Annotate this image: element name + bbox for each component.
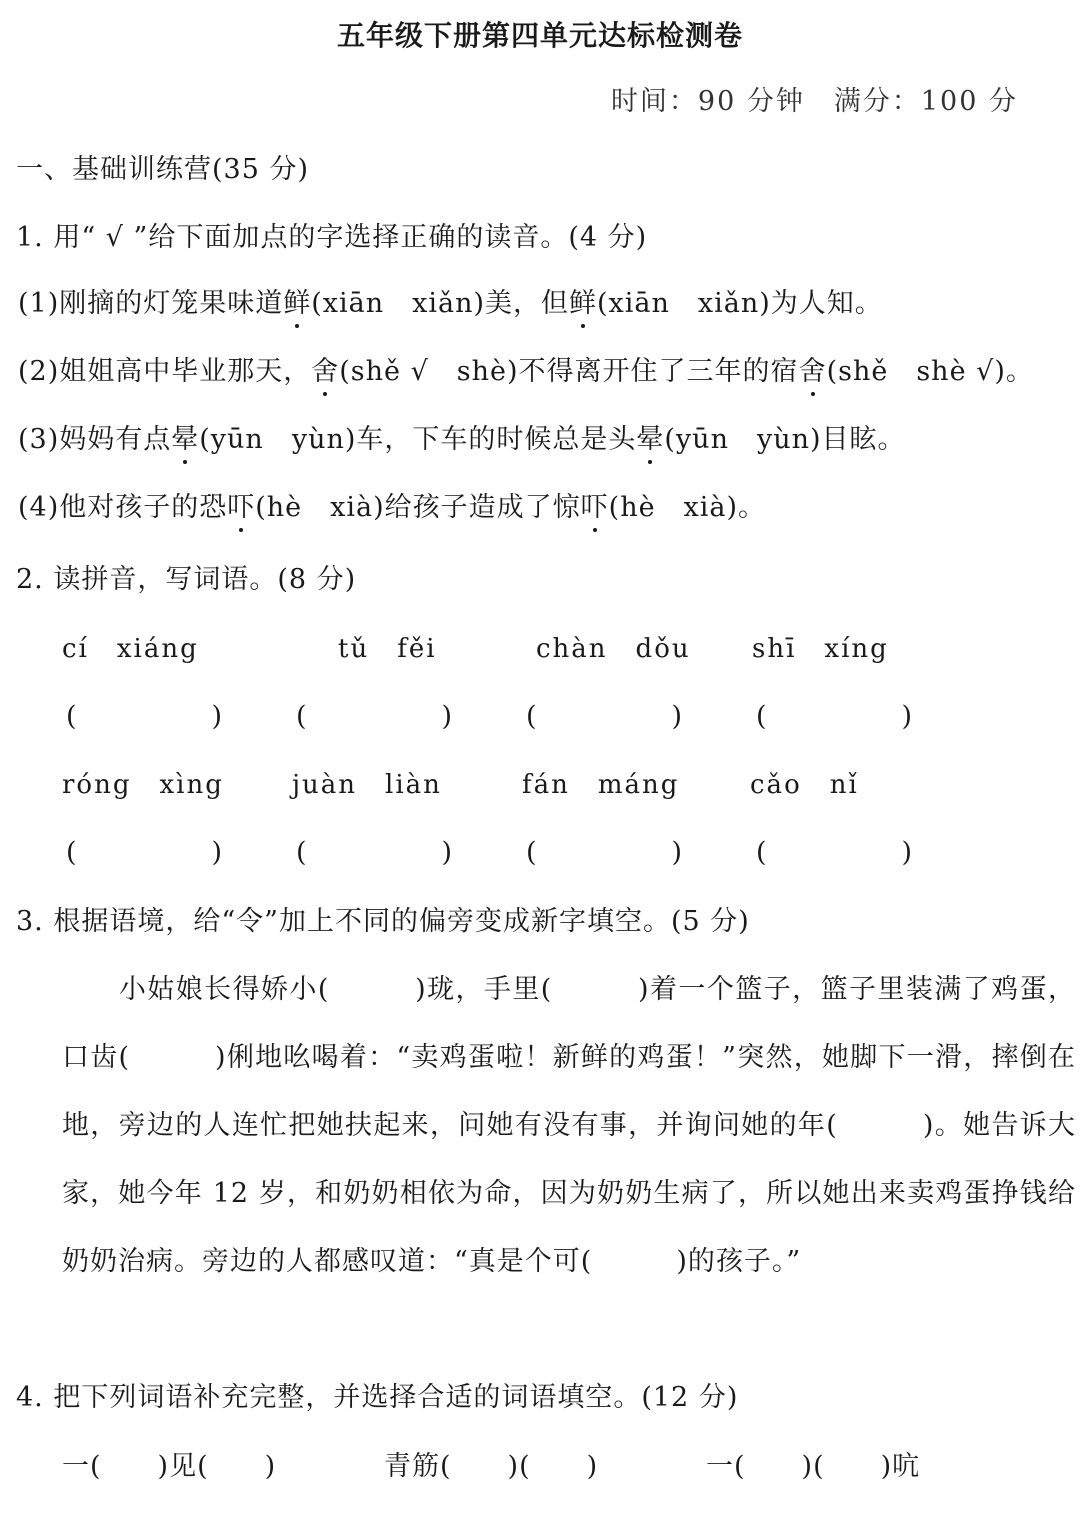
q1-item-1-text: (xiān xiǎn)美，但 — [311, 288, 570, 319]
q1-item-4-text: (4)他对孩子的恐 — [18, 492, 228, 523]
pinyin-item: tǔ fěi — [338, 634, 437, 664]
pinyin-item: juàn liàn — [292, 770, 442, 800]
exam-meta: 时间：90 分钟 满分：100 分 — [610, 86, 1018, 117]
dotted-char: 晕 — [636, 424, 665, 455]
q1-item-2-text: (shě √ shè)不得离开住了三年的宿 — [339, 356, 799, 387]
page-title: 五年级下册第四单元达标检测卷 — [336, 19, 743, 52]
answer-blank[interactable]: ( ) — [756, 837, 913, 868]
q1-item-2 — [18, 355, 1034, 389]
question-3-passage: 小姑娘长得娇小( )珑，手里( )着一个篮子，篮子里装满了鸡蛋，口齿( )俐地吆喝着：“卖鸡蛋啦！新鲜的鸡蛋！”突然，她脚下一滑，摔倒在地，旁边的人连忙把她扶起来，问她有没有事，并询问她的年( )。她告诉大家，她今年 12 岁，和奶奶相依为命，因为奶奶生病了，所以她出来卖鸡蛋挣钱给奶奶治病。旁边的人都感叹道：“真是个可( )的孩子。” — [62, 974, 1076, 1277]
answer-blank[interactable]: ( ) — [756, 701, 913, 732]
pinyin-item: cí xiáng — [62, 634, 199, 664]
idiom-blank-item[interactable]: 一( )见( ) — [62, 1451, 277, 1482]
dotted-char: 舍 — [798, 356, 827, 387]
q1-item-1 — [18, 287, 883, 321]
dotted-char: 鲜 — [569, 288, 598, 319]
answer-blank[interactable]: ( ) — [66, 701, 223, 732]
idiom-blank-item[interactable]: 一( )( )吭 — [706, 1451, 921, 1482]
q1-item-3-text: (3)妈妈有点 — [18, 424, 172, 455]
dotted-char: 鲜 — [283, 288, 312, 319]
q1-item-4-text: (hè xià)。 — [608, 492, 767, 523]
section-title: 一、基础训练营(35 分) — [16, 154, 310, 185]
pinyin-item: shī xíng — [752, 634, 889, 664]
q1-item-2-text: (2)姐姐高中毕业那天， — [18, 356, 312, 387]
question-3-title: 3. 根据语境，给“令”加上不同的偏旁变成新字填空。(5 分) — [16, 906, 750, 937]
dotted-char: 吓 — [227, 492, 256, 523]
dotted-char: 舍 — [311, 356, 340, 387]
question-1-title: 1. 用“ √ ”给下面加点的字选择正确的读音。(4 分) — [16, 222, 648, 253]
dotted-char: 晕 — [171, 424, 200, 455]
pinyin-item: fán máng — [522, 770, 680, 800]
answer-blank[interactable]: ( ) — [526, 837, 683, 868]
answer-blank[interactable]: ( ) — [296, 701, 453, 732]
answer-blank[interactable]: ( ) — [66, 837, 223, 868]
q1-item-3-text: (yūn yùn)目眩。 — [664, 424, 906, 455]
answer-blank[interactable]: ( ) — [296, 837, 453, 868]
dotted-char: 吓 — [580, 492, 609, 523]
answer-blank[interactable]: ( ) — [526, 701, 683, 732]
pinyin-item: cǎo nǐ — [750, 770, 859, 800]
q1-item-3 — [18, 423, 906, 457]
pinyin-item: chàn dǒu — [536, 634, 691, 664]
q1-item-1-text: (xiān xiǎn)为人知。 — [597, 288, 883, 319]
pinyin-item: róng xìng — [62, 770, 224, 800]
q1-item-3-text: (yūn yùn)车，下车的时候总是头 — [199, 424, 637, 455]
question-4-title: 4. 把下列词语补充完整，并选择合适的词语填空。(12 分) — [16, 1382, 739, 1413]
q1-item-4 — [18, 491, 766, 525]
q1-item-4-text: (hè xià)给孩子造成了惊 — [255, 492, 581, 523]
idiom-blank-item[interactable]: 青筋( )( ) — [384, 1451, 599, 1482]
q1-item-1-text: (1)刚摘的灯笼果味道 — [18, 288, 284, 319]
question-2-title: 2. 读拼音，写词语。(8 分) — [16, 564, 357, 595]
q1-item-2-text: (shě shè √)。 — [826, 356, 1034, 387]
